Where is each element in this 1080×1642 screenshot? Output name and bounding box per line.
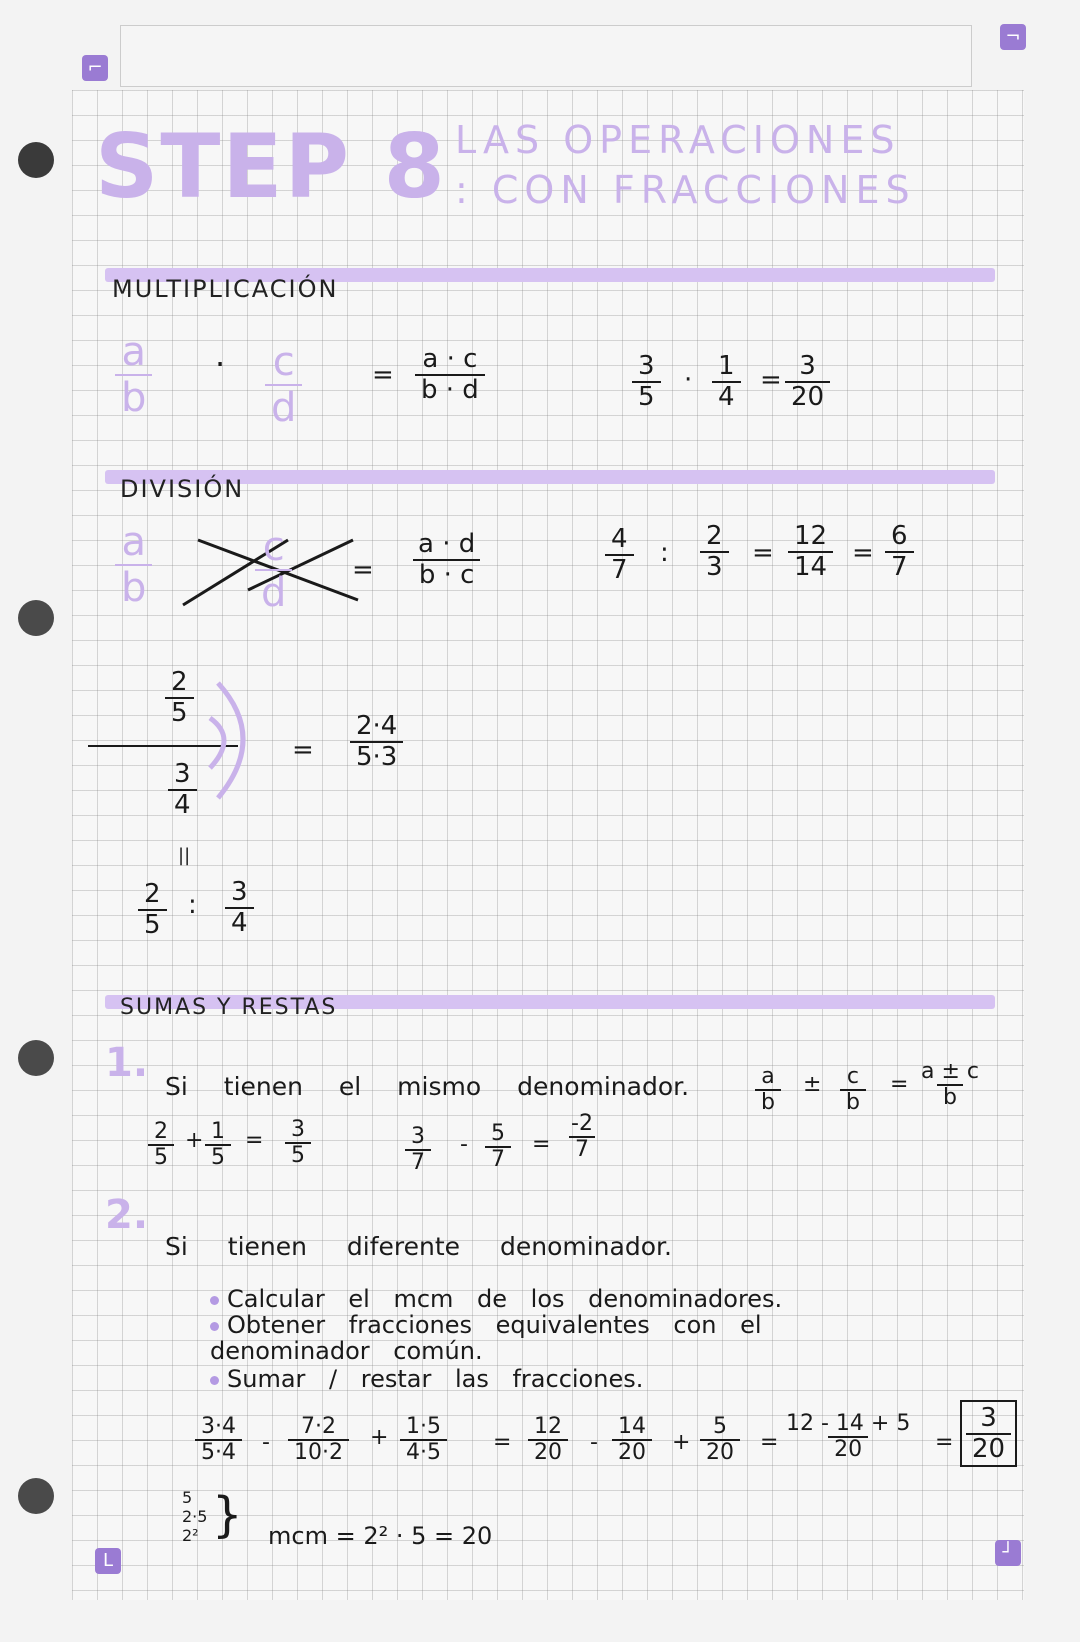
item-1-text: Si tienen el mismo denominador. (165, 1072, 690, 1101)
denominator: 5 (205, 1144, 231, 1170)
rule-result (412, 530, 481, 589)
numerator: c (846, 1064, 860, 1089)
numerator: 1·5 (406, 1414, 441, 1439)
example-fraction (605, 525, 634, 584)
example-fraction (205, 1120, 231, 1170)
denominator: 4·5 (400, 1439, 447, 1465)
equals-sign: = (935, 1430, 954, 1455)
rule-fraction (755, 1065, 781, 1115)
denominator: b (840, 1089, 866, 1115)
example-fraction (528, 1415, 568, 1465)
denominator: 5 (285, 1142, 311, 1168)
denominator: 3 (700, 551, 729, 582)
denominator: 5·3 (350, 741, 403, 772)
item-2-text: Si tienen diferente denominador. (165, 1232, 672, 1261)
brace: } (212, 1487, 243, 1543)
numerator: a ± c (921, 1059, 979, 1084)
example-fraction (148, 1120, 174, 1170)
complex-top-fraction (165, 668, 194, 727)
item-number: 1. (105, 1040, 149, 1086)
denominator: d (255, 569, 292, 615)
denominator: 5 (165, 697, 194, 728)
denominator: 7 (485, 1146, 511, 1172)
binder-hole (18, 142, 54, 178)
divide-sign: : (188, 890, 197, 920)
minus-sign: - (590, 1430, 598, 1455)
rule-result (415, 345, 485, 404)
factor: 2·5 (182, 1507, 208, 1526)
equals-sign: = (852, 538, 874, 568)
item-number: 2. (105, 1192, 149, 1238)
numerator: 4 (611, 524, 628, 554)
numerator: 2 (171, 667, 188, 697)
multiplicacion-heading: MULTIPLICACIÓN (112, 275, 339, 303)
denominator: 5·4 (195, 1439, 242, 1465)
numerator: 3 (231, 877, 248, 907)
numerator: 3 (799, 351, 816, 381)
numerator: c (262, 524, 285, 570)
rule-fraction-a-b (115, 330, 152, 420)
numerator: 12 - 14 + 5 (786, 1411, 911, 1436)
numerator: 5 (713, 1414, 727, 1439)
numerator: a (761, 1064, 775, 1089)
numerator: 5 (491, 1121, 505, 1146)
factorization-list (182, 1488, 207, 1545)
factor: 5 (182, 1488, 193, 1507)
denominator: 20 (528, 1439, 568, 1465)
numerator: 14 (618, 1414, 646, 1439)
denominator: 7 (605, 554, 634, 585)
example-result (285, 1118, 311, 1168)
alt-fraction (138, 880, 167, 939)
denominator: 7 (569, 1136, 595, 1162)
final-answer (966, 1404, 1011, 1463)
equals-sign: = (760, 1430, 779, 1455)
rule-fraction (840, 1065, 866, 1115)
denominator: 20 (828, 1436, 868, 1462)
numerator: 2·4 (356, 711, 398, 741)
denominator: b · d (415, 374, 485, 405)
numerator: 3 (638, 351, 655, 381)
title-line-1: LAS OPERACIONES (455, 118, 901, 162)
numerator: a · d (418, 529, 476, 559)
numerator: a (121, 329, 146, 375)
final-answer-box (960, 1400, 1017, 1467)
numerator: c (272, 339, 295, 385)
numerator: a · c (422, 344, 478, 374)
example-result (565, 1112, 599, 1162)
factor: 2² (182, 1526, 199, 1545)
plus-sign: + (185, 1128, 204, 1153)
example-fraction (400, 1415, 447, 1465)
bullet-icon (210, 1296, 219, 1305)
denominator: 20 (700, 1439, 740, 1465)
mcm-result: mcm = 2² · 5 = 20 (268, 1522, 493, 1550)
example-simplified (885, 522, 914, 581)
equals-sign: = (292, 735, 314, 765)
numerator: 3 (411, 1124, 425, 1149)
rule-fraction-c-d (265, 340, 302, 430)
step-bullet (210, 1285, 782, 1313)
example-fraction (405, 1125, 431, 1175)
rule-fraction-c-d (255, 525, 292, 615)
example-fraction (700, 1415, 740, 1465)
denominator: 7 (885, 551, 914, 582)
example-fraction (195, 1415, 242, 1465)
binder-hole (18, 1478, 54, 1514)
denominator: 4 (168, 789, 197, 820)
numerator: a (121, 519, 146, 565)
numerator: -2 (571, 1111, 593, 1136)
division-heading: DIVISIÓN (120, 475, 245, 503)
denominator: 14 (788, 551, 833, 582)
alt-fraction (225, 878, 254, 937)
multiply-dot: · (684, 365, 693, 395)
numerator: 2 (706, 521, 723, 551)
step-title: STEP 8 (95, 115, 447, 218)
curved-arrow-icon (208, 678, 268, 803)
sumas-heading: SUMAS Y RESTAS (120, 995, 338, 1020)
divide-sign: : (660, 538, 669, 568)
header-box (120, 25, 972, 87)
denominator: 20 (612, 1439, 652, 1465)
complex-result (350, 712, 403, 771)
denominator: 7 (405, 1149, 431, 1175)
example-result (788, 522, 833, 581)
numerator: 3 (291, 1117, 305, 1142)
numerator: 2 (154, 1119, 168, 1144)
example-fraction (485, 1122, 511, 1172)
denominator: b (115, 564, 152, 610)
numerator: 3 (174, 759, 191, 789)
combined-fraction (780, 1412, 916, 1462)
numerator: 1 (718, 351, 735, 381)
numerator: 12 (794, 521, 828, 551)
denominator: 5 (148, 1144, 174, 1170)
denominator: b (755, 1089, 781, 1115)
numerator: 3·4 (201, 1414, 236, 1439)
equals-sign: = (752, 538, 774, 568)
example-fraction (632, 352, 661, 411)
equals-sign: = (532, 1132, 551, 1157)
denominator: d (265, 384, 302, 430)
numerator: 1 (211, 1119, 225, 1144)
equals-sign: = (890, 1072, 909, 1097)
plus-minus-sign: ± (803, 1072, 822, 1097)
equals-sign: = (493, 1430, 512, 1455)
step-bullet (210, 1311, 762, 1339)
denominator: b · c (413, 559, 481, 590)
equals-sign: = (760, 365, 782, 395)
complex-bottom-fraction (168, 760, 197, 819)
bullet-text: Calcular el mcm de los denominadores. (227, 1285, 783, 1313)
example-fraction (612, 1415, 652, 1465)
denominator: 20 (785, 381, 830, 412)
plus-sign: + (672, 1430, 691, 1455)
denominator: b (937, 1084, 963, 1110)
denominator: 10·2 (288, 1439, 349, 1465)
binder-hole (18, 1040, 54, 1076)
equals-sign: = (352, 555, 374, 585)
bullet-icon (210, 1322, 219, 1331)
plus-sign: + (370, 1425, 389, 1450)
rule-result (915, 1060, 985, 1110)
example-result (785, 352, 830, 411)
numerator: 2 (144, 879, 161, 909)
equals-sign: = (372, 360, 394, 390)
denominator: 5 (138, 909, 167, 940)
rule-fraction-a-b (115, 520, 152, 610)
denominator: 4 (712, 381, 741, 412)
corner-marker-icon: ┘ (995, 1540, 1021, 1566)
numerator: 6 (891, 521, 908, 551)
example-fraction (700, 522, 729, 581)
corner-marker-icon: ⌐ (82, 55, 108, 81)
bullet-text: Obtener fracciones equivalentes con el (227, 1311, 762, 1339)
numerator: 7·2 (300, 1414, 336, 1439)
binder-hole (18, 600, 54, 636)
step-bullet (210, 1365, 643, 1393)
bullet-continuation: denominador común. (210, 1337, 483, 1365)
minus-sign: - (262, 1430, 270, 1455)
denominator: 4 (225, 907, 254, 938)
multiply-dot: · (215, 345, 226, 383)
numerator: 12 (534, 1414, 562, 1439)
denominator: b (115, 374, 152, 420)
corner-marker-icon: L (95, 1548, 121, 1574)
equivalence-mark: || (178, 845, 191, 866)
bullet-text: Sumar / restar las fracciones. (227, 1365, 644, 1393)
denominator: 20 (966, 1433, 1011, 1464)
corner-marker-icon: ¬ (1000, 24, 1026, 50)
minus-sign: - (460, 1132, 468, 1157)
bullet-icon (210, 1376, 219, 1385)
example-fraction (712, 352, 741, 411)
numerator: 3 (980, 1403, 997, 1433)
example-fraction (288, 1415, 349, 1465)
equals-sign: = (245, 1128, 264, 1153)
title-line-2: : CON FRACCIONES (455, 168, 916, 212)
denominator: 5 (632, 381, 661, 412)
